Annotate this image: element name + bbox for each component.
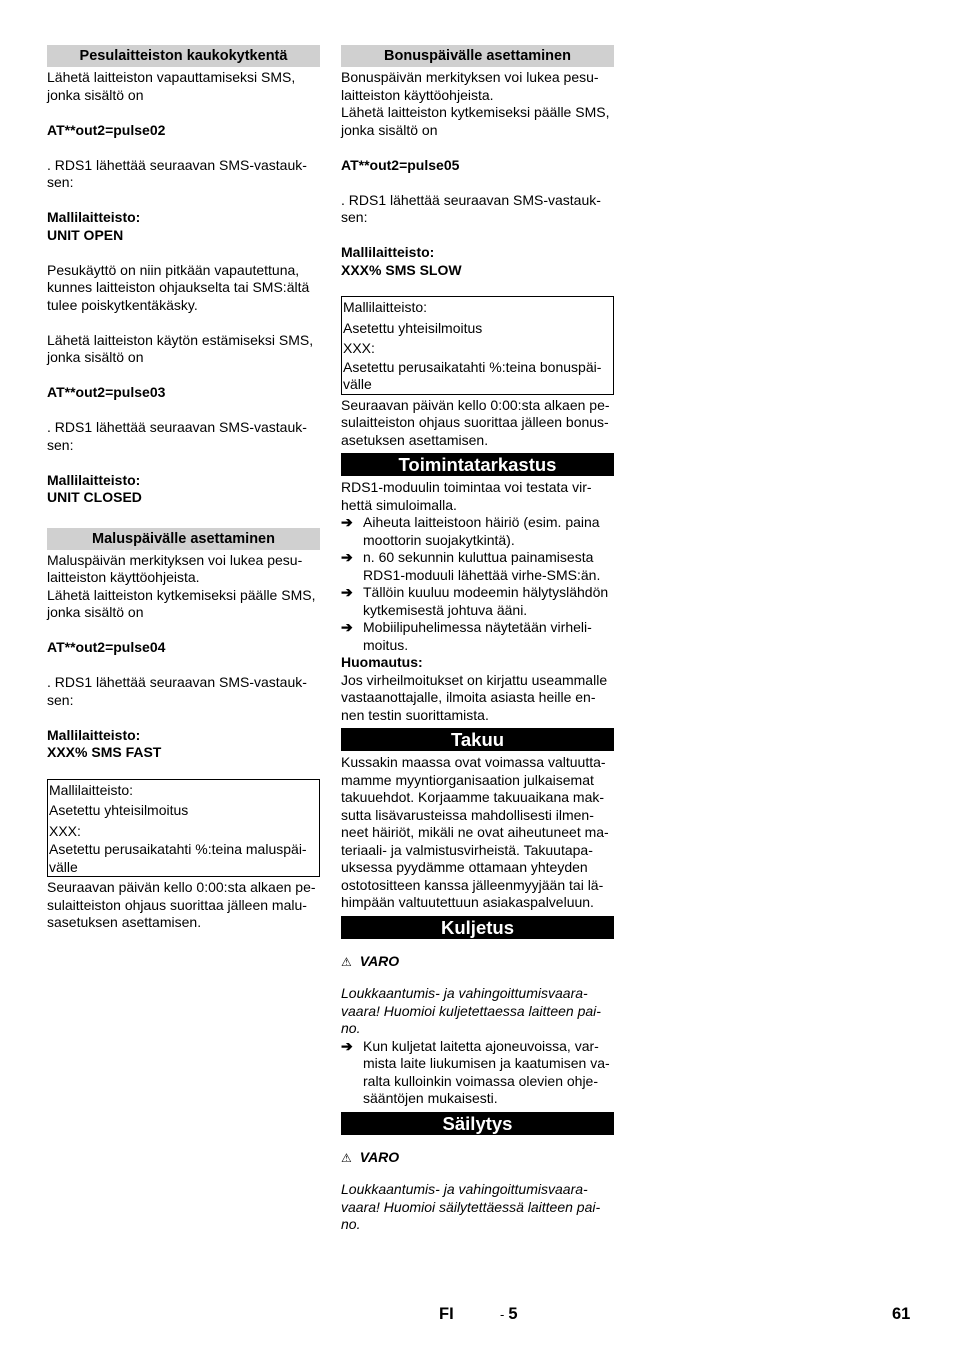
warning-text: no. xyxy=(341,1216,361,1232)
box-line: Mallilaitteisto: xyxy=(49,781,134,798)
list-item: ➔ Tällöin kuuluu modeemin hälytyslähdön kytkemisestä johtuva ääni. xyxy=(341,584,609,618)
warning-text: vaara! Huomioi kuljetettaessa laitteen pai- xyxy=(341,1002,601,1019)
warning-text: Loukkaantumis- ja vahingoittumisvaara- xyxy=(341,985,588,1001)
warning-label: ⚠ VARO xyxy=(341,1148,400,1165)
text-line: mamme myyntiorganisaation julkaisemat xyxy=(341,771,594,788)
text-line: sasetuksen asettamisen. xyxy=(47,914,202,930)
box-line: Asetettu perusaikatahti %:teina maluspäi- xyxy=(49,841,307,857)
warning-label: ⚠ VARO xyxy=(341,952,400,969)
text-line: Lähetä laitteiston käytön estämiseksi SMS, xyxy=(47,331,314,348)
text-line: tulee poiskytkentäkäsky. xyxy=(47,296,198,313)
box-line: välle xyxy=(49,858,78,875)
box-line: Asetettu perusaikatahti %:teina bonuspäi- xyxy=(343,358,602,375)
box-line: välle xyxy=(343,376,372,392)
list-item: ➔ n. 60 sekunnin kuluttua painamisesta RDS1-moduuli lähettää virhe-SMS:än. xyxy=(341,549,601,583)
text-line: Jos virheilmoitukset on kirjattu useammalle xyxy=(341,671,608,688)
text-line: ostotositteen kanssa jälleenmyyjään tai lä- xyxy=(341,876,604,893)
text-line: Seuraavan päivän kello 0:00:sta alkaen pe- xyxy=(47,879,316,895)
text-line: Bonuspäivän merkityksen voi lukea pesu- xyxy=(341,69,599,85)
text-line: hettä simuloimalla. xyxy=(341,496,457,513)
page-footer xyxy=(0,1305,954,1329)
text-line: Lähetä laitteiston kytkemiseksi päälle SMS, xyxy=(47,586,316,603)
text-line: asetuksen asettamisen. xyxy=(341,431,489,448)
text-line: vastaanottajalle, ilmoita asiasta heille en- xyxy=(341,689,596,705)
text-line: sen: xyxy=(341,209,368,225)
text-line: sen: xyxy=(47,436,74,453)
model-label: Mallilaitteisto: xyxy=(341,244,435,260)
section-heading-warranty: Takuu xyxy=(341,728,614,751)
sms-status: XXX% SMS FAST xyxy=(47,744,162,760)
text-line: . RDS1 lähettää seuraavan SMS-vastauk- xyxy=(47,674,307,690)
arrow-icon: ➔ xyxy=(341,584,353,600)
box-line: Asetettu yhteisilmoitus xyxy=(343,319,483,336)
arrow-icon: ➔ xyxy=(341,1037,353,1054)
text-line: nen testin suorittamista. xyxy=(341,706,489,723)
page-number: 61 xyxy=(892,1305,911,1323)
text-line: RDS1-moduulin toimintaa voi testata vir- xyxy=(341,479,592,495)
section-heading-transport: Kuljetus xyxy=(341,916,614,939)
text-line: Lähetä laitteiston vapauttamiseksi SMS, xyxy=(47,69,296,85)
model-label: Mallilaitteisto: xyxy=(47,209,141,225)
list-item: ➔ Kun kuljetat laitetta ajoneuvoissa, var- mista laite liukumisen ja kaatumisen va- ralta kulloinkin voimassa olevien ohje- sääntöjen mukaisesti. xyxy=(341,1037,610,1106)
right-column xyxy=(341,45,614,1234)
sub-page-number: - 5 xyxy=(500,1305,518,1323)
text-line: laitteiston käyttöohjeista. xyxy=(341,86,494,103)
arrow-icon: ➔ xyxy=(341,514,353,530)
section-heading-minday: Maluspäivälle asettaminen xyxy=(47,528,320,550)
sms-status: UNIT OPEN xyxy=(47,226,124,243)
text-line: jonka sisältö on xyxy=(47,604,144,620)
sms-command: AT**out2=pulse04 xyxy=(47,639,166,655)
text-line: neet häiriöt, mikäli ne ovat aiheutuneet ma- xyxy=(341,824,609,840)
text-line: uksessa pyydämme ottamaan yhteyden xyxy=(341,859,588,875)
text-line: sulaitteiston ohjaus suorittaa jälleen malu- xyxy=(47,896,307,913)
warning-icon: ⚠ xyxy=(341,1150,352,1165)
box-line: XXX: xyxy=(49,822,81,839)
left-column xyxy=(47,45,320,932)
section-heading-storage: Säilytys xyxy=(341,1112,614,1135)
text-line: sen: xyxy=(47,691,74,708)
sms-command: AT**out2=pulse05 xyxy=(341,156,460,173)
text-line: . RDS1 lähettää seuraavan SMS-vastauk- xyxy=(47,156,307,173)
text-line: takuuehdot. Korjaamme takuuaikana mak- xyxy=(341,789,605,805)
text-line: . RDS1 lähettää seuraavan SMS-vastauk- xyxy=(341,191,601,208)
sms-reply-box xyxy=(47,779,320,878)
text-line: Maluspäivän merkityksen voi lukea pesu- xyxy=(47,551,303,568)
text-line: Pesukäyttö on niin pitkään vapautettuna, xyxy=(47,261,300,278)
text-line: sen: xyxy=(47,174,74,190)
text-line: himpään valtuutettuun asiakaspalveluun. xyxy=(341,894,594,910)
text-line: Seuraavan päivän kello 0:00:sta alkaen pe- xyxy=(341,396,610,413)
language-code: FI xyxy=(439,1305,454,1323)
text-line: sulaitteiston ohjaus suorittaa jälleen bonus- xyxy=(341,414,609,430)
warning-icon: ⚠ xyxy=(341,954,352,969)
text-line: Lähetä laitteiston kytkemiseksi päälle SMS, xyxy=(341,104,610,120)
box-line: XXX: xyxy=(343,340,375,356)
arrow-icon: ➔ xyxy=(341,549,353,565)
section-heading-remote: Pesulaitteiston kaukokytkentä xyxy=(47,45,320,67)
text-line: teriaali- ja valmistusvirheistä. Takuutapa- xyxy=(341,841,593,858)
arrow-icon: ➔ xyxy=(341,619,353,635)
text-line: jonka sisältö on xyxy=(47,349,144,365)
model-label: Mallilaitteisto: xyxy=(47,471,141,488)
sms-status: XXX% SMS SLOW xyxy=(341,261,462,278)
sms-command: AT**out2=pulse03 xyxy=(47,384,166,400)
model-label: Mallilaitteisto: xyxy=(47,726,141,743)
section-heading-check: Toimintatarkastus xyxy=(341,453,614,476)
text-line: jonka sisältö on xyxy=(341,121,438,138)
list-item: ➔ Mobiilipuhelimessa näytetään virheli- moitus. xyxy=(341,619,592,653)
sms-command: AT**out2=pulse02 xyxy=(47,121,166,138)
text-line: laitteiston käyttöohjeista. xyxy=(47,569,200,585)
text-line: . RDS1 lähettää seuraavan SMS-vastauk- xyxy=(47,419,307,435)
warning-text: Loukkaantumis- ja vahingoittumisvaara- xyxy=(341,1181,588,1197)
list-item: ➔ Aiheuta laitteistoon häiriö (esim. paina moottorin suojakytkintä). xyxy=(341,514,600,548)
sms-status: UNIT CLOSED xyxy=(47,489,142,505)
text-line: kunnes laitteiston ohjaukselta tai SMS:ältä xyxy=(47,279,310,295)
box-line: Mallilaitteisto: xyxy=(343,299,428,315)
warning-text: no. xyxy=(341,1020,361,1036)
text-line: jonka sisältö on xyxy=(47,86,144,103)
sms-reply-box xyxy=(341,296,614,395)
warning-text: vaara! Huomioi säilytettäessä laitteen pai- xyxy=(341,1198,601,1215)
note-label: Huomautus: xyxy=(341,654,423,670)
text-line: Kussakin maassa ovat voimassa valtuutta- xyxy=(341,754,606,770)
box-line: Asetettu yhteisilmoitus xyxy=(49,802,189,818)
text-line: sutta lisävarusteissa mahdollisesti ilmen- xyxy=(341,806,594,823)
section-heading-bonus: Bonuspäivälle asettaminen xyxy=(341,45,614,67)
